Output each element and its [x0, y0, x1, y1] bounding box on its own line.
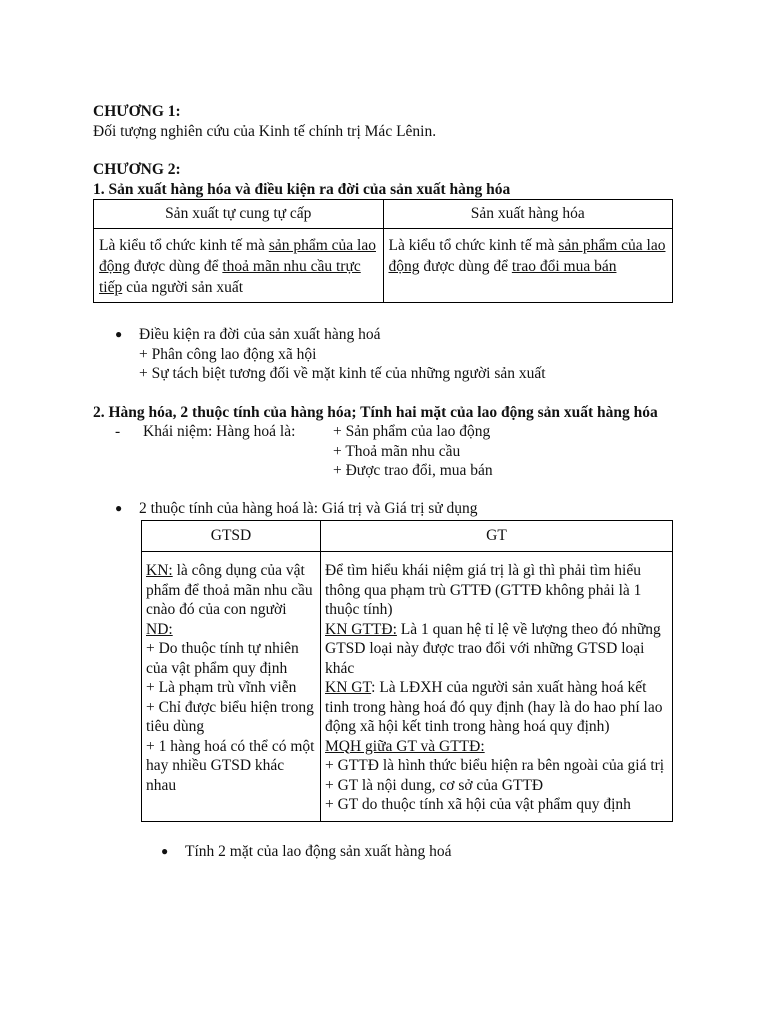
- table2-cell-gtsd: KN: là công dụng của vật phẩm để thoả mãn nhu cầu cnào đó của con người ND: + Do thuộc tính tự nhiên của vật phẩm quy định + Là phạm trù vĩnh viễn + Chỉ được biểu hiện trong tiêu dùng + 1 hàng hoá có thể có một hay nhiều GTSD khác nhau: [142, 552, 321, 822]
- section2-title: 2. Hàng hóa, 2 thuộc tính của hàng hóa; Tính hai mặt của lao động sản xuất hàng hóa: [93, 403, 658, 421]
- chapter2-heading: CHƯƠNG 2:: [93, 161, 181, 178]
- conditions-item: + Sự tách biệt tương đối về mặt kinh tế của những người sản xuất: [139, 365, 546, 382]
- table1-cell-self-sufficient: Là kiểu tổ chức kinh tế mà sản phẩm của lao động được dùng để thoả mãn nhu cầu trực tiếp của người sản xuất: [94, 229, 384, 303]
- labor-bullet: ● Tính 2 mặt của lao động sản xuất hàng hoá: [161, 842, 452, 860]
- table2-header-gtsd: GTSD: [142, 521, 321, 552]
- production-comparison-table: [93, 199, 673, 303]
- attributes-bullet: ● 2 thuộc tính của hàng hoá là: Giá trị và Giá trị sử dụng: [115, 499, 478, 517]
- concept-item: + Được trao đổi, mua bán: [333, 462, 493, 479]
- dash-marker: -: [115, 423, 121, 440]
- table2-header-gt: GT: [321, 521, 673, 552]
- concept-row: [93, 422, 673, 442]
- bullet-dot-icon: ●: [115, 500, 123, 515]
- concept-item: + Thoả mãn nhu cầu: [333, 442, 461, 460]
- chapter1-subtitle: Đối tượng nghiên cứu của Kinh tế chính trị Mác Lênin.: [93, 122, 437, 140]
- table1-header-commodity: Sản xuất hàng hóa: [383, 200, 673, 229]
- table1-header-self-sufficient: Sản xuất tự cung tự cấp: [94, 200, 384, 229]
- table2-cell-gt: Để tìm hiểu khái niệm giá trị là gì thì phải tìm hiểu thông qua phạm trù GTTĐ (GTTĐ không phải là 1 thuộc tính) KN GTTĐ: Là 1 quan hệ tỉ lệ về lượng theo đó những GTSD loại này được trao đổi với những GTSD loại khác KN GT: Là LĐXH của người sản xuất hàng hoá kết tinh trong hàng hoá đó quy định (hay là do hao phí lao động xã hội kết tinh trong hàng hoá quy định) MQH giữa GT và GTTĐ: + GTTĐ là hình thức biểu hiện ra bên ngoài của giá trị + GT là nội dung, cơ sở của GTTĐ + GT do thuộc tính xã hội của vật phẩm quy định: [321, 552, 673, 822]
- concept-label: Khái niệm: Hàng hoá là:: [143, 423, 296, 440]
- conditions-item: + Phân công lao động xã hội: [139, 345, 317, 363]
- table1-cell-commodity: Là kiểu tổ chức kinh tế mà sản phẩm của lao động được dùng để trao đổi mua bán: [383, 229, 673, 303]
- chapter1-heading: CHƯƠNG 1:: [93, 103, 181, 120]
- bullet-dot-icon: ●: [115, 327, 123, 341]
- concept-item: + Sản phẩm của lao động: [333, 423, 491, 440]
- document-page: [93, 102, 673, 861]
- bullet-dot-icon: ●: [161, 843, 169, 858]
- attributes-table: [141, 520, 673, 822]
- section1-title: 1. Sản xuất hàng hóa và điều kiện ra đời của sản xuất hàng hóa: [93, 180, 511, 198]
- conditions-bullet: ● Điều kiện ra đời của sản xuất hàng hoá: [115, 326, 381, 343]
